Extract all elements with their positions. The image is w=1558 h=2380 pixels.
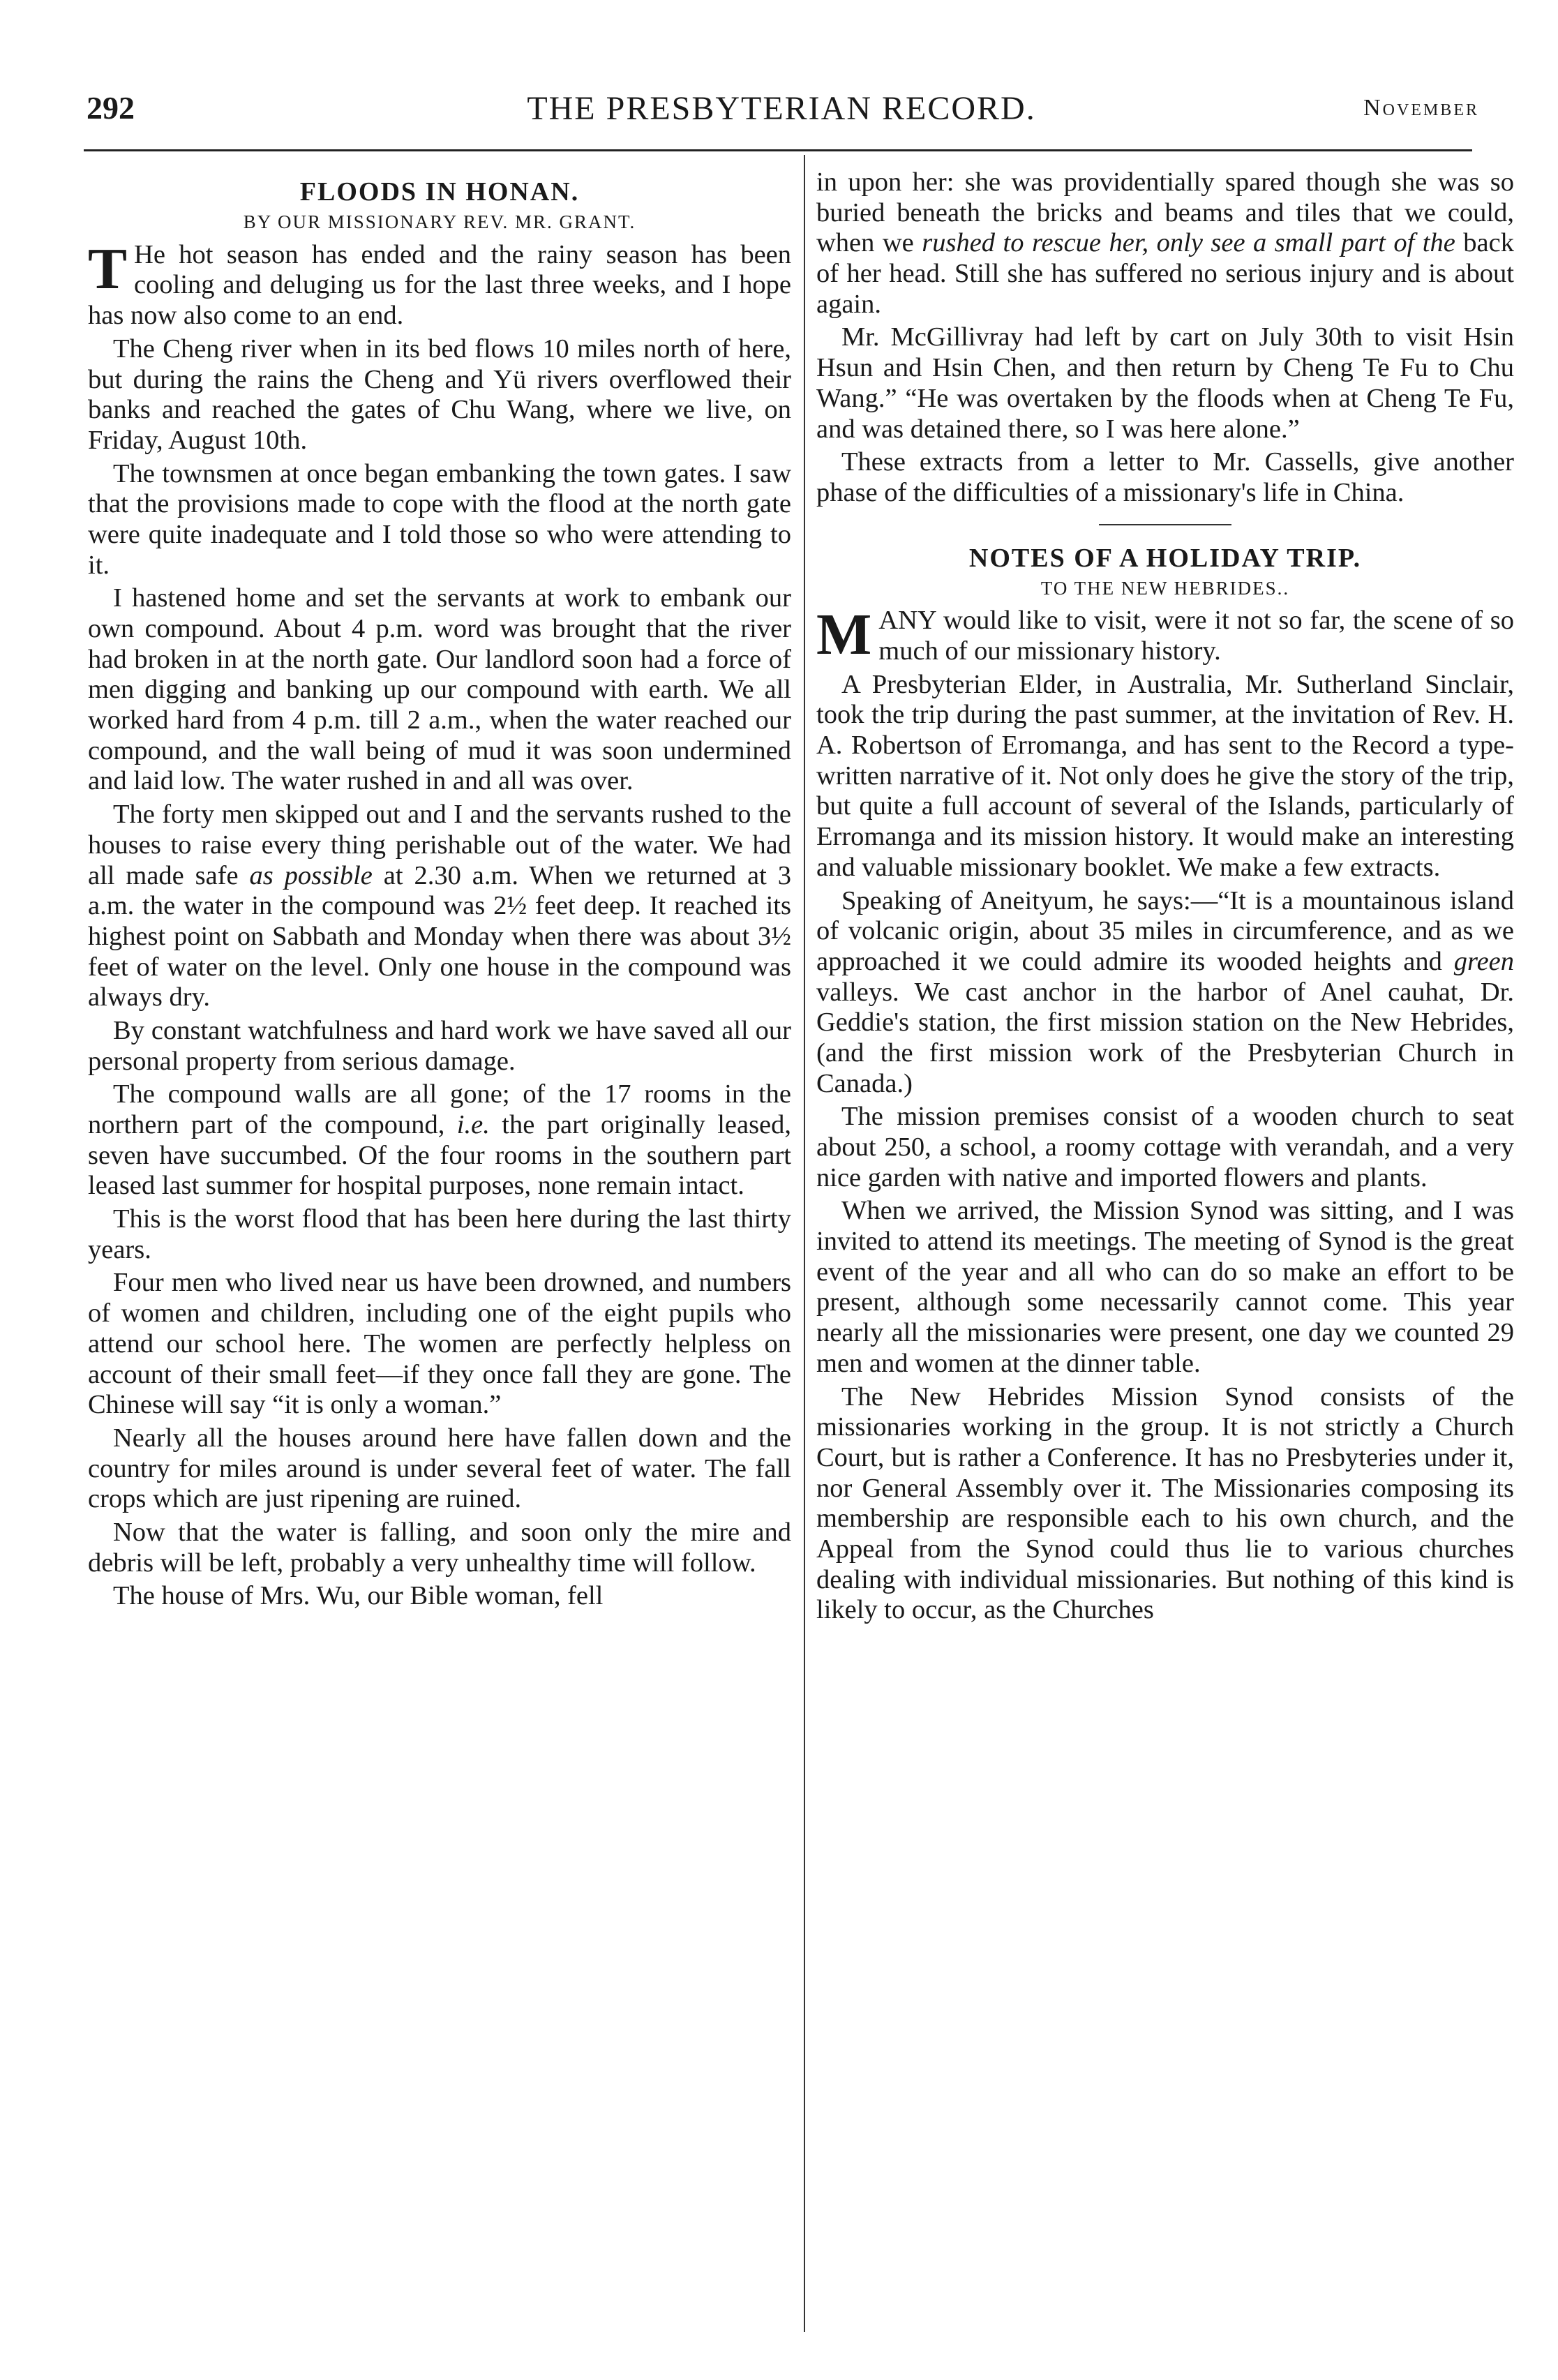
floods-paragraph-9: Four men who lived near us have been drowned, and numbers of women and children, including one of the eight pupils who attend our school here. The women are perfectly helpless on account of their small feet—if they once fall they are gone. The Chinese will say “it is only a woman.” — [88, 1268, 791, 1420]
floods-p5-emphasis: as possible — [249, 860, 373, 890]
article-headline-floods: FLOODS IN HONAN. — [299, 177, 580, 207]
holiday-paragraph-2: A Presbyterian Elder, in Australia, Mr. Sutherland Sinclair, took the trip during the past summer, at the invitation of Rev. H. A. Robertson of Erromanga, and has sent to the Record a type-written narrative of it. Not only does he give the story of the trip, but quite a full account of several of the Islands, particularly of Erromanga and its mission history. It would make an interesting and valuable missionary booklet. We make a few extracts. — [816, 669, 1514, 882]
page-number: 292 — [87, 90, 135, 126]
floods-paragraph-12: The house of Mrs. Wu, our Bible woman, fell — [113, 1581, 604, 1611]
floods-paragraph-7 — [88, 1079, 791, 1202]
issue-month: November — [1363, 95, 1479, 121]
holiday-p3-text-b: valleys. We cast anchor in the harbor of Anel cauhat, Dr. Geddie's station, the first mission station on the New Hebrides, (and the first mission work of the Presbyterian Church in Canada.) — [816, 977, 1514, 1098]
floods-p7-emphasis: i.e. — [456, 1110, 490, 1140]
floods-r1-emphasis: rushed to rescue her, only see a small part of the — [922, 228, 1455, 258]
holiday-paragraph-4: The mission premises consist of a wooden church to seat about 250, a school, a roomy cottage with verandah, and a very nice garden with native and imported flowers and plants. — [816, 1102, 1514, 1192]
floods-p7-text-b: the part originally leased, seven have succumbed. Of the four rooms in the southern part leased last summer for hospital purposes, none remain intact. — [88, 1110, 792, 1201]
floods-continued-3: These extracts from a letter to Mr. Cassells, give another phase of the difficulties of a missionary's life in China. — [816, 447, 1514, 507]
floods-paragraph-2: The Cheng river when in its bed flows 10 miles north of here, but during the rains the Cheng and Yü rivers overflowed their banks and reached the gates of Chu Wang, where we live, on Friday, August 10th. — [88, 334, 791, 455]
floods-continued-2: Mr. McGillivray had left by cart on July 30th to visit Hsin Hsun and Hsin Chen, and then return by Cheng Te Fu to Chu Wang.” “He was overtaken by the floods when at Cheng Te Fu, and was detained there, so I was here alone.” — [816, 322, 1514, 444]
holiday-p3-emphasis: green — [1453, 946, 1514, 976]
floods-p1-text: He hot season has ended and the rainy season has been cooling and deluging us for the last three weeks, and I hope has now also come to an end. — [88, 239, 791, 331]
floods-paragraph-10: Nearly all the houses around here have fallen down and the country for miles around is under several feet of water. The fall crops which are just ripening are ruined. — [88, 1423, 791, 1514]
floods-paragraph-5 — [88, 800, 791, 1013]
drop-cap-t: T — [88, 236, 128, 301]
holiday-paragraph-3 — [816, 886, 1514, 1100]
holiday-p1-text: ANY would like to visit, were it not so far, the scene of so much of our missionary history. — [878, 606, 1514, 666]
floods-paragraph-1 — [88, 236, 791, 331]
holiday-paragraph-1 — [816, 602, 1514, 668]
page-header — [84, 89, 1479, 138]
floods-paragraph-11: Now that the water is falling, and soon only the mire and debris will be left, probably a very unhealthy time will follow. — [88, 1517, 791, 1578]
holiday-paragraph-5: When we arrived, the Mission Synod was sitting, and I was invited to attend its meetings. The meeting of Synod is the great event of the year and all who can do so make an effort to be present, although some necessarily cannot come. This year nearly all the missionaries were present, one day we counted 29 men and women at the dinner table. — [816, 1196, 1514, 1378]
floods-r1-text-a: in upon her: she was providentially spared though she was so buried beneath the bricks and beams and tiles that we could, when we — [816, 167, 1514, 258]
floods-paragraph-3: The townsmen at once began embanking the town gates. I saw that the provisions made to cope with the flood at the north gate were quite inadequate and I told those so who were attending to it. — [88, 458, 791, 580]
floods-p5-text-b: at 2.30 a.m. When we returned at 3 a.m. the water in the compound was 2½ feet deep. It reached its highest point on Sabbath and Monday when there was about 3½ feet of water on the level. Only one house in the compound was always dry. — [88, 860, 791, 1012]
article-headline-holiday: NOTES OF A HOLIDAY TRIP. — [968, 543, 1362, 573]
floods-r1-text-b: back of her head. Still she has suffered no serious injury and is about again. — [816, 228, 1514, 319]
drop-cap-m: M — [816, 602, 872, 668]
article-subhead-holiday: TO THE NEW HEBRIDES.. — [1040, 577, 1290, 599]
floods-continued-1 — [816, 167, 1514, 320]
article-byline-floods: BY OUR MISSIONARY REV. MR. GRANT. — [243, 211, 636, 233]
column-divider — [804, 155, 805, 2332]
floods-p5-text-a: The forty men skipped out and I and the servants rushed to the houses to raise every thing perishable out of the water. We had all made safe — [88, 800, 791, 890]
left-column — [88, 167, 791, 1615]
floods-paragraph-6: By constant watchfulness and hard work we have saved all our personal property from serious damage. — [88, 1015, 791, 1076]
right-column — [816, 167, 1514, 1629]
article-separator — [1099, 524, 1231, 525]
floods-paragraph-4: I hastened home and set the servants at work to embank our own compound. About 4 p.m. word was brought that the river had broken in at the north gate. Our landlord soon had a force of men digging and banking up our compound with earth. We all worked hard from 4 p.m. till 2 a.m., when the water reached our compound, and the wall being of mud it was soon undermined and laid low. The water rushed in and all was over. — [88, 583, 791, 796]
holiday-paragraph-6: The New Hebrides Mission Synod consists of the missionaries working in the group. It is not strictly a Church Court, but is rather a Conference. It has no Presbyteries under it, nor General Assembly over it. The Missionaries composing its membership are responsible each to his own church, and the Appeal from the Synod could thus lie to various churches dealing with individual missionaries. But nothing of this kind is likely to occur, as the Churches — [816, 1382, 1514, 1625]
floods-paragraph-8: This is the worst flood that has been here during the last thirty years. — [88, 1204, 791, 1264]
holiday-p3-text-a: Speaking of Aneityum, he says:—“It is a mountainous island of volcanic origin, about 35 miles in circumference, and as we approached it we could admire its wooded heights and — [816, 885, 1514, 976]
floods-p7-text-a: The compound walls are all gone; of the 17 rooms in the northern part of the compound, — [88, 1079, 791, 1140]
publication-title: THE PRESBYTERIAN RECORD. — [527, 90, 1036, 127]
header-rule — [84, 149, 1472, 151]
